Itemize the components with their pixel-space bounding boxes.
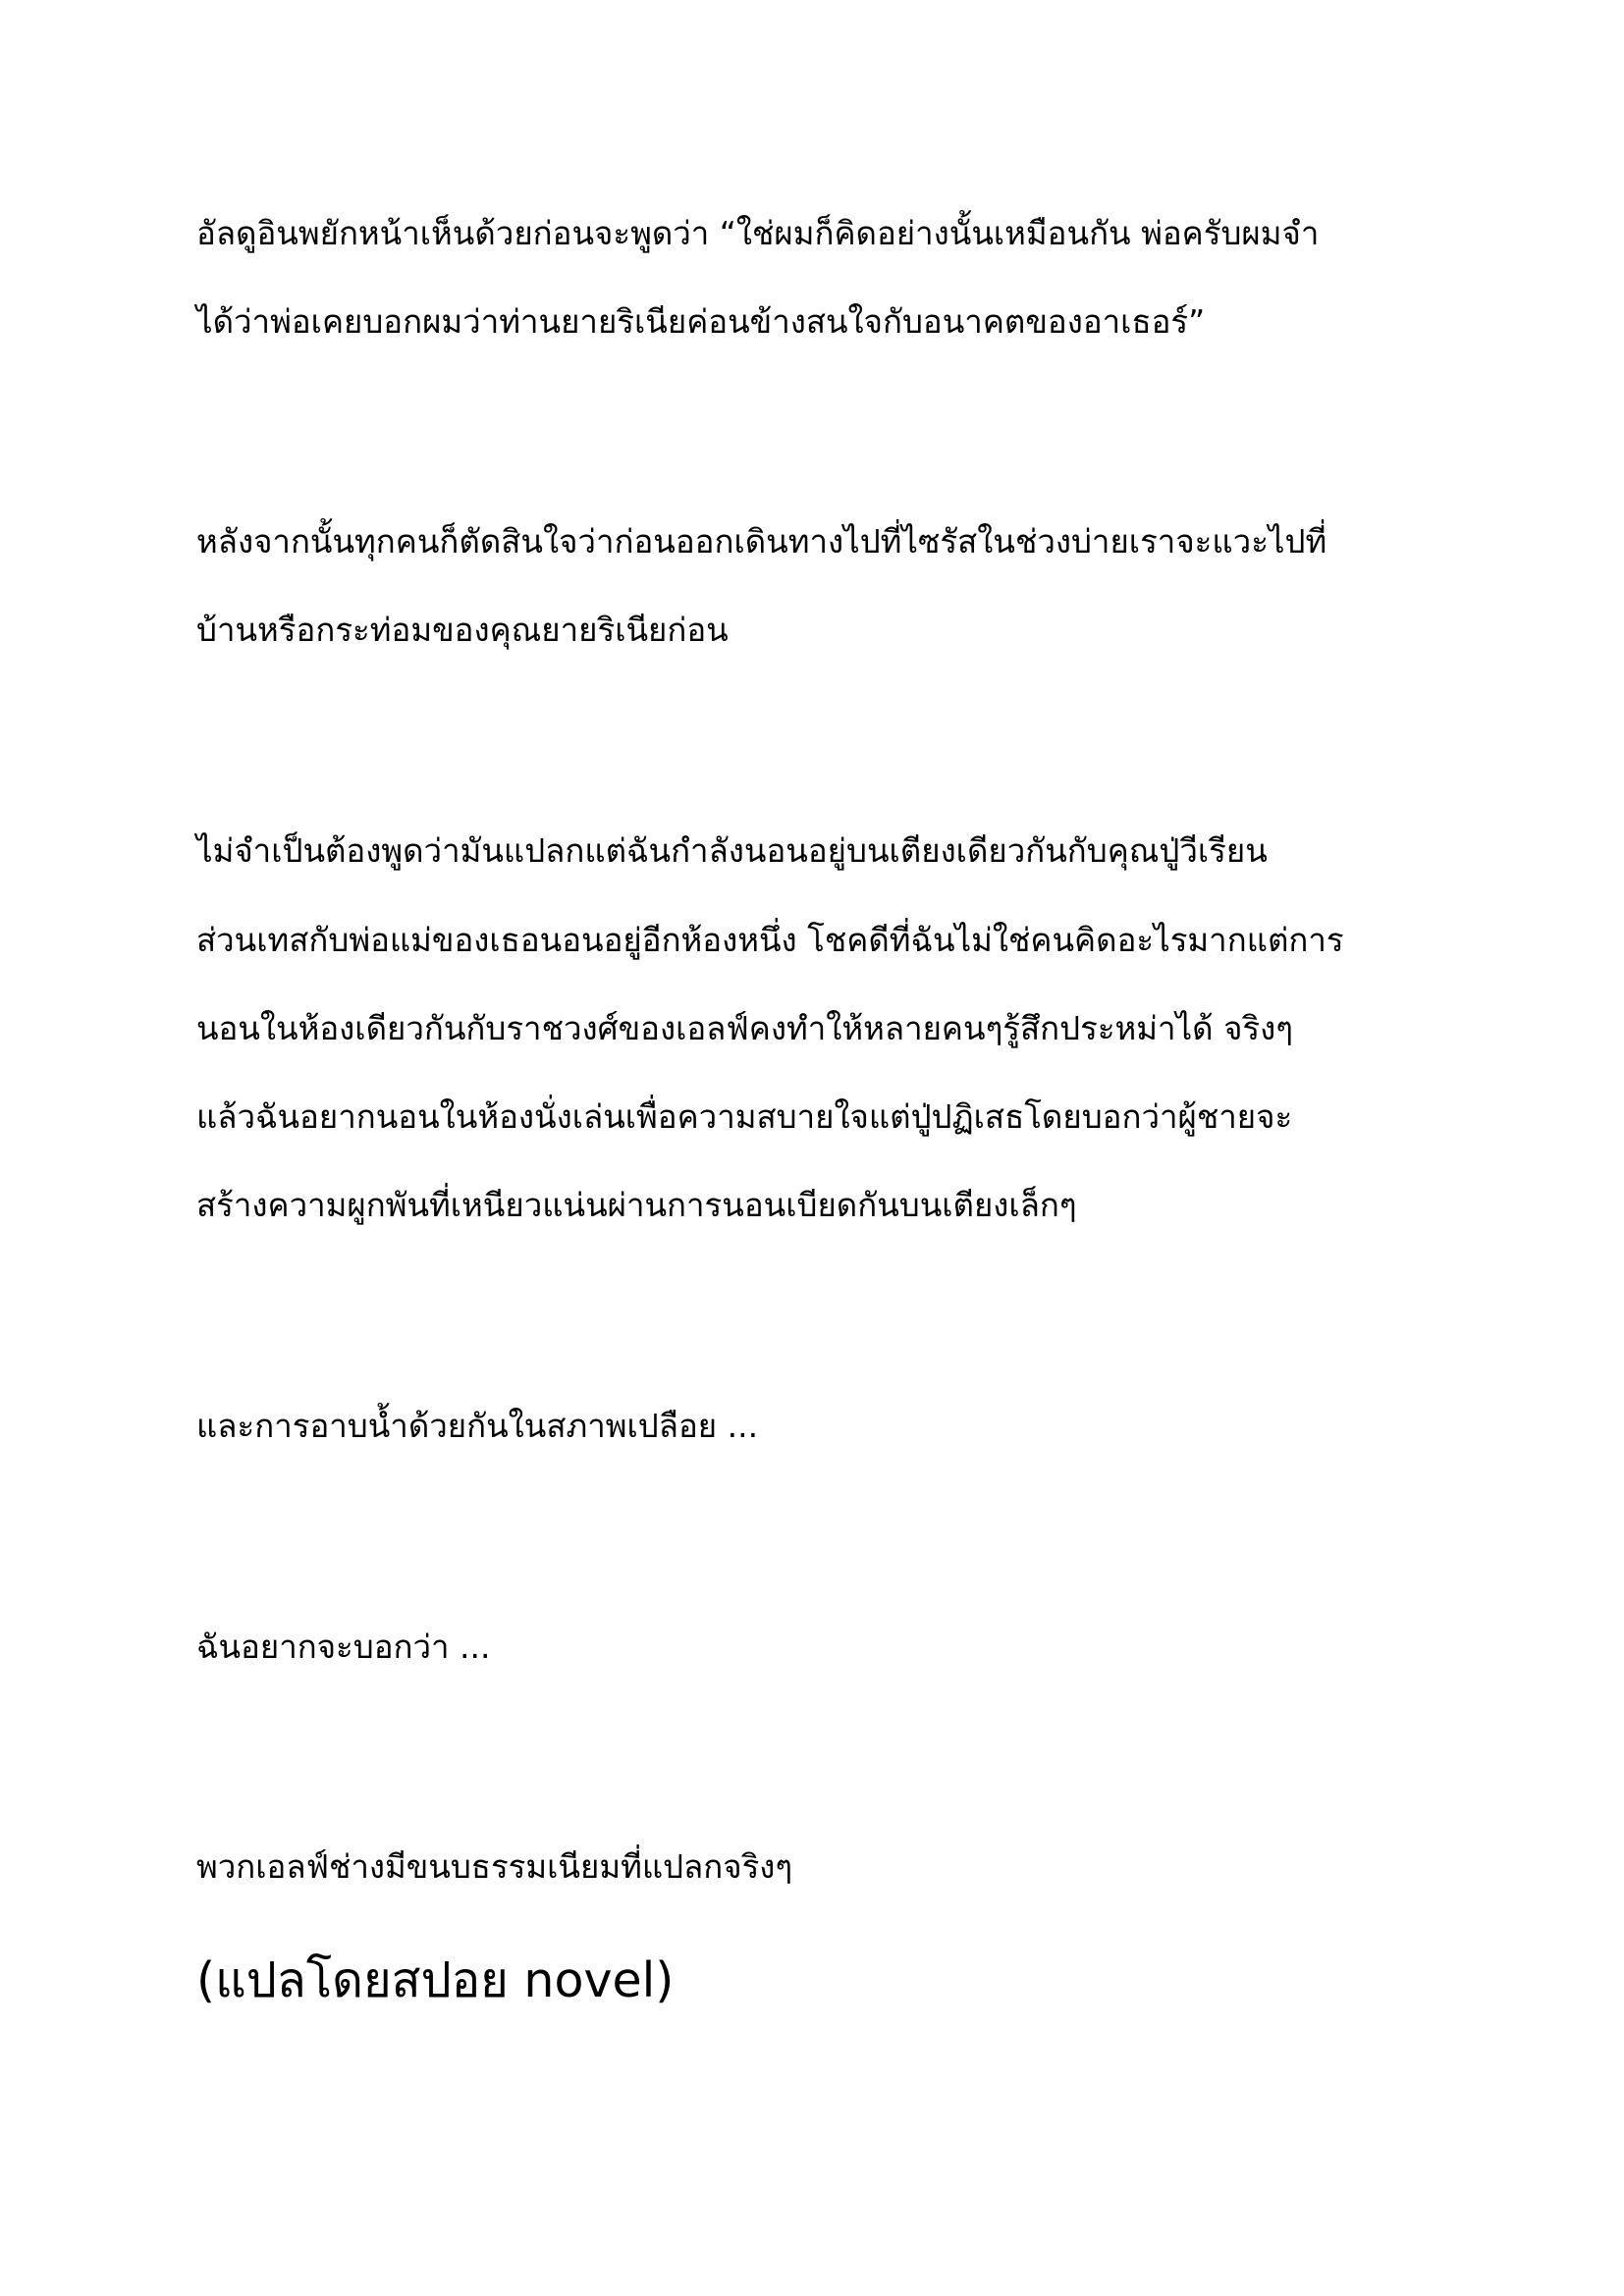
translator-credit: (แปลโดยสปอย novel): [196, 1952, 675, 2008]
paragraph-3-line-3: นอนในห้องเดียวกันกับราชวงศ์ของเอลฟ์คงทำให้หลายคนๆรู้สึกประหม่าได้ จริงๆ: [196, 1009, 1293, 1047]
paragraph-2-line-2: บ้านหรือกระท่อมของคุณยายริเนียก่อน: [196, 611, 729, 649]
paragraph-6-line-1: พวกเอลฟ์ช่างมีขนบธรรมเนียมที่แปลกจริงๆ: [196, 1847, 793, 1886]
paragraph-2-line-1: หลังจากนั้นทุกคนก็ตัดสินใจว่าก่อนออกเดินทางไปที่ไซรัสในช่วงบ่ายเราจะแวะไปที่: [196, 522, 1327, 561]
paragraph-3-line-5: สร้างความผูกพันที่เหนียวแน่นผ่านการนอนเบียดกันบนเตียงเล็กๆ: [196, 1186, 1077, 1224]
paragraph-3-line-1: ไม่จำเป็นต้องพูดว่ามันแปลกแต่ฉันกำลังนอนอยู่บนเตียงเดียวกันกับคุณปู่วีเรียน: [196, 831, 1268, 870]
paragraph-3-line-4: แล้วฉันอยากนอนในห้องนั่งเล่นเพื่อความสบายใจแต่ปู่ปฏิเสธโดยบอกว่าผู้ชายจะ: [196, 1097, 1293, 1136]
paragraph-5-line-1: ฉันอยากจะบอกว่า ...: [196, 1628, 491, 1666]
paragraph-1-line-1: อัลดูอินพยักหน้าเห็นด้วยก่อนจะพูดว่า “ใช่ผมก็คิดอย่างนั้นเหมือนกัน พ่อครับผมจำ: [196, 214, 1320, 252]
paragraph-3-line-2: ส่วนเทสกับพ่อแม่ของเธอนอนอยู่อีกห้องหนึ่ง โชคดีที่ฉันไม่ใช่คนคิดอะไรมากแต่การ: [196, 921, 1344, 959]
paragraph-4-line-1: และการอาบน้ำด้วยกันในสภาพเปลือย ...: [196, 1407, 759, 1445]
paragraph-1-line-2: ได้ว่าพ่อเคยบอกผมว่าท่านยายริเนียค่อนข้างสนใจกับอนาคตของอาเธอร์”: [196, 302, 1206, 341]
